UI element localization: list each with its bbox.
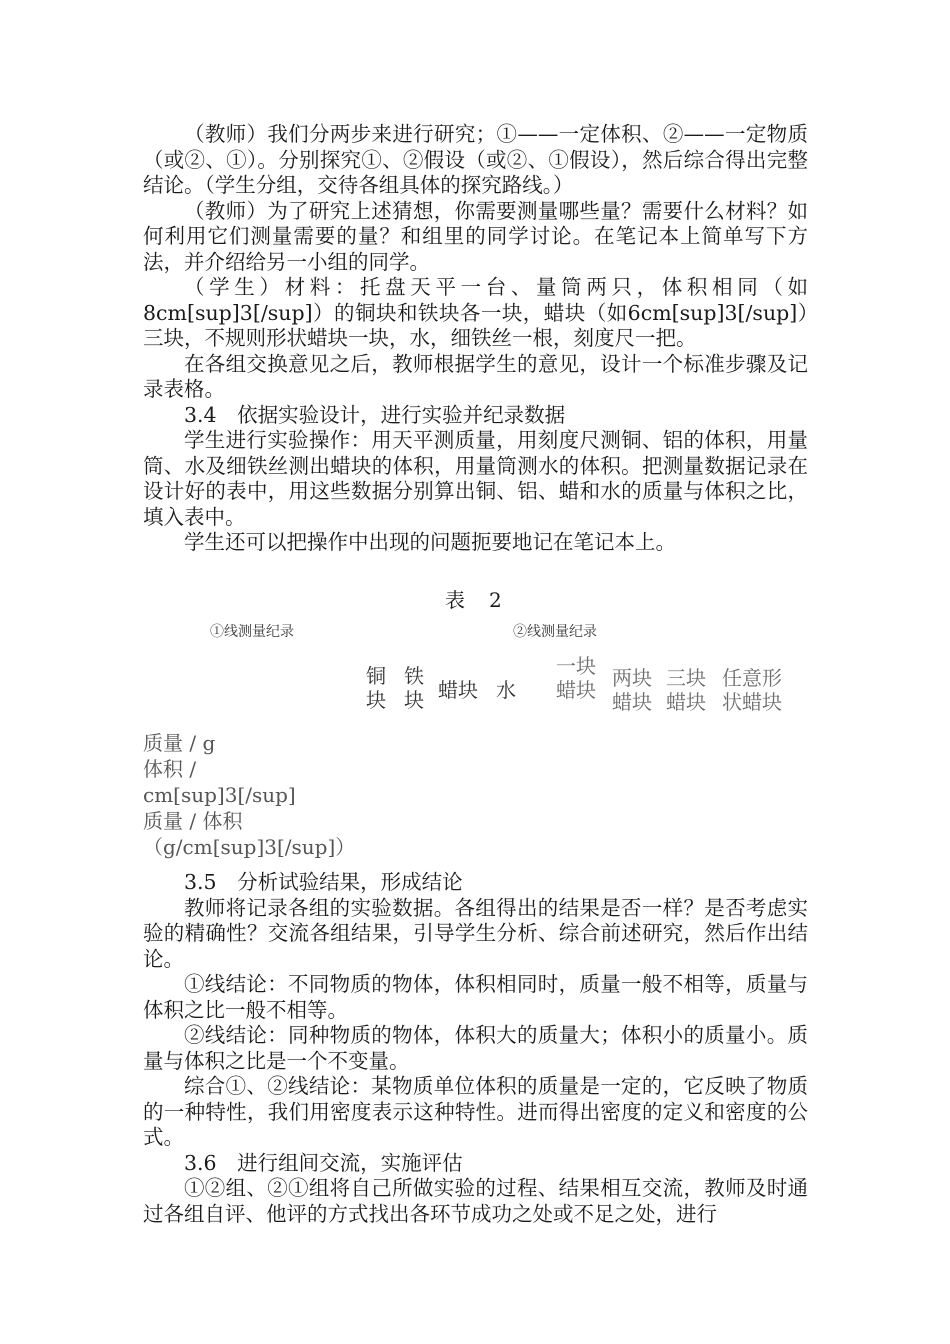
paragraph: 在各组交换意见之后，教师根据学生的意见，设计一个标准步骤及记录表格。 xyxy=(143,351,808,401)
text-block-top xyxy=(143,122,808,556)
header-three-wax-blocks: 三块蜡块 xyxy=(666,666,706,714)
table-subtitle-line1: ①线测量纪录 xyxy=(210,624,294,640)
row-label-mass-volume-ratio: 质量 / 体积（g/cm[sup]3[/sup]） xyxy=(143,809,356,859)
section-heading: 3.6 进行组间交流，实施评估 xyxy=(184,1150,463,1175)
header-wax-block: 蜡块 xyxy=(438,678,478,702)
header-iron-block: 铁块 xyxy=(404,664,424,712)
paragraph: ②线结论：同种物质的物体，体积大的质量大；体积小的质量小。质量与体积之比是一个不变量。 xyxy=(143,1023,808,1073)
paragraph: （教师）我们分两步来进行研究；①——一定体积、②——一定物质（或②、①）。分别探究①、②假设（或②、①假设），然后综合得出完整结论。（学生分组，交待各组具体的探究路线。） xyxy=(143,122,808,197)
header-one-wax-block: 一块蜡块 xyxy=(556,654,596,702)
row-label-mass: 质量 / g xyxy=(143,731,216,755)
section-heading: 3.4 依据实验设计，进行实验并纪录数据 xyxy=(184,402,566,427)
paragraph: 学生还可以把操作中出现的问题扼要地记在笔记本上。 xyxy=(184,530,676,554)
row-label-volume: 体积 / cm[sup]3[/sup] xyxy=(143,757,296,807)
table-caption: 表 2 xyxy=(445,588,504,612)
paragraph: ①线结论：不同物质的物体，体积相同时，质量一般不相等，质量与体积之比一般不相等。 xyxy=(143,972,808,1022)
header-copper-block: 铜块 xyxy=(366,664,386,712)
text-block-bottom xyxy=(143,870,808,1227)
paragraph: （教师）为了研究上述猜想，你需要测量哪些量？需要什么材料？如何利用它们测量需要的量？和组里的同学讨论。在笔记本上简单写下方法，并介绍给另一小组的同学。 xyxy=(143,198,808,274)
header-water: 水 xyxy=(496,678,516,702)
header-two-wax-blocks: 两块蜡块 xyxy=(612,666,652,714)
paragraph: （学生）材料：托盘天平一台、量筒两只，体积相同（如8cm[sup]3[/sup]）的铜块和铁块各一块，蜡块（如6cm[sup]3[/sup]）三块，不规则形状蜡块一块，水，细铁丝一根，刻度尺一把。 xyxy=(143,275,808,350)
header-irregular-wax-block: 任意形状蜡块 xyxy=(722,666,782,714)
paragraph: 综合①、②线结论：某物质单位体积的质量是一定的，它反映了物质的一种特性，我们用密度表示这种特性。进而得出密度的定义和密度的公式。 xyxy=(143,1074,808,1149)
section-heading: 3.5 分析试验结果，形成结论 xyxy=(184,870,463,894)
table-subtitle-line2: ②线测量纪录 xyxy=(513,624,597,640)
paragraph: 学生进行实验操作：用天平测质量，用刻度尺测铜、铝的体积，用量筒、水及细铁丝测出蜡块的体积，用量筒测水的体积。把测量数据记录在设计好的表中，用这些数据分别算出铜、铝、蜡和水的质量与体积之比，填入表中。 xyxy=(143,428,808,529)
paragraph: ①②组、②①组将自己所做实验的过程、结果相互交流，教师及时通过各组自评、他评的方式找出各环节成功之处或不足之处，进行 xyxy=(143,1176,808,1226)
table-row-labels xyxy=(143,730,356,860)
paragraph: 教师将记录各组的实验数据。各组得出的结果是否一样？是否考虑实验的精确性？交流各组结果，引导学生分析、综合前述研究，然后作出结论。 xyxy=(143,895,808,971)
